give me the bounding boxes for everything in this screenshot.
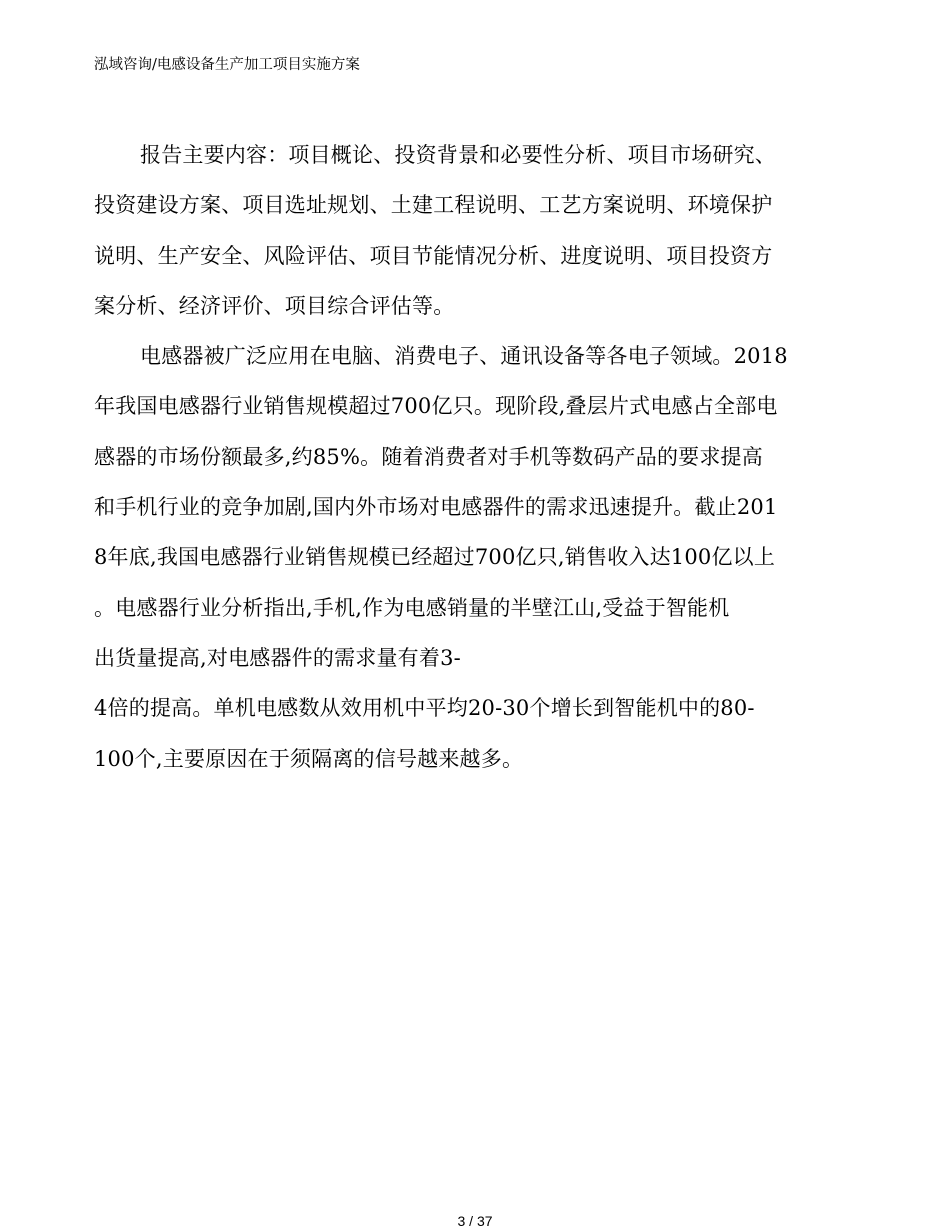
paragraph-line: 报告主要内容：项目概论、投资背景和必要性分析、项目市场研究、 (140, 143, 776, 167)
running-header: 泓域咨询/电感设备生产加工项目实施方案 (94, 57, 360, 73)
paragraph-line: 8年底,我国电感器行业销售规模已经超过700亿只,销售收入达100亿以上 (94, 545, 776, 570)
paragraph-line: 感器的市场份额最多,约85%。随着消费者对手机等数码产品的要求提高 (94, 444, 763, 469)
paragraph-line: 年我国电感器行业销售规模超过700亿只。现阶段,叠层片式电感占全部电 (94, 394, 778, 419)
paragraph-line: 。电感器行业分析指出,手机,作为电感销量的半壁江山,受益于智能机 (94, 595, 730, 620)
page-number: 3 / 37 (457, 1213, 493, 1229)
paragraph-line: 和手机行业的竞争加剧,国内外市场对电感器件的需求迅速提升。截止201 (94, 495, 778, 520)
paragraph-line: 出货量提高,对电感器件的需求量有着3- (94, 645, 461, 670)
paragraph-line: 投资建设方案、项目选址规划、土建工程说明、工艺方案说明、环境保护 (94, 193, 773, 218)
paragraph-line: 4倍的提高。单机电感数从效用机中平均20-30个增长到智能机中的80- (94, 696, 755, 721)
body-text (94, 135, 854, 789)
paragraph-line: 案分析、经济评价、项目综合评估等。 (94, 293, 455, 318)
paragraph-line: 说明、生产安全、风险评估、项目节能情况分析、进度说明、项目投资方 (94, 243, 773, 268)
paragraph-line: 100个,主要原因在于须隔离的信号越来越多。 (94, 746, 524, 771)
paragraph-line: 电感器被广泛应用在电脑、消费电子、通讯设备等各电子领域。2018 (140, 344, 788, 369)
